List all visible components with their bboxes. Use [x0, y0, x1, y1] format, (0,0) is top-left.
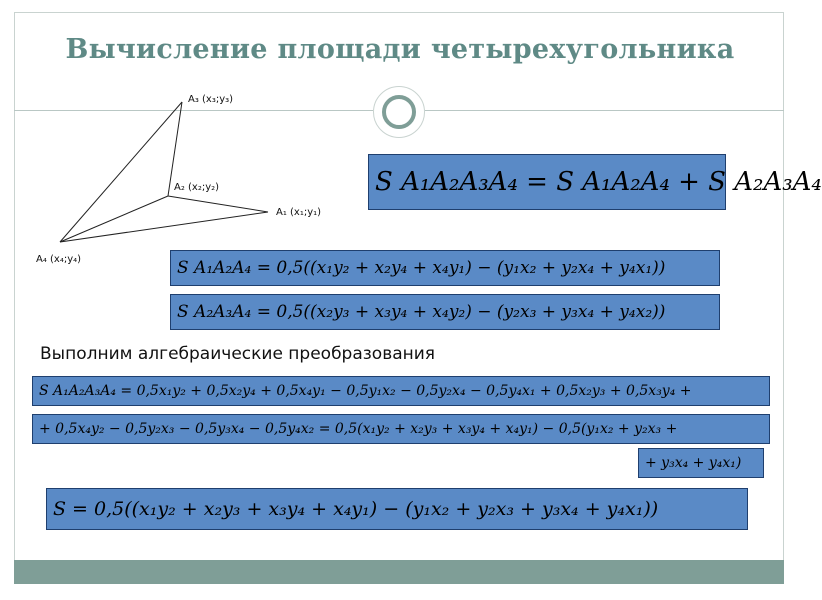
point-label-a2: A₂ (x₂;y₂) [174, 182, 220, 193]
formula-triangle-1: S A₁A₂A₄ = 0,5((x₁y₂ + x₂y₄ + x₄y₁) − (y₁x₂ + y₂x₄ + y₄x₁)) [170, 250, 720, 286]
footer-band [14, 560, 784, 584]
formula-expansion-line-2: + 0,5x₄y₂ − 0,5y₂x₃ − 0,5y₃x₄ − 0,5y₄x₂ = 0,5(x₁y₂ + x₂y₃ + x₃y₄ + x₄y₁) − 0,5(y₁x₂ + y₂x₃ + [32, 414, 770, 444]
slide-title: Вычисление площади четырехугольника [65, 34, 735, 65]
point-label-a4: A₄ (x₄;y₄) [36, 254, 82, 265]
formula-total-area: S A₁A₂A₃A₄ = S A₁A₂A₄ + S A₂A₃A₄ [368, 154, 726, 210]
point-label-a3: A₃ (x₃;y₃) [188, 94, 234, 105]
formula-expansion-line-1: S A₁A₂A₃A₄ = 0,5x₁y₂ + 0,5x₂y₄ + 0,5x₄y₁ − 0,5y₁x₂ − 0,5y₂x₄ − 0,5y₄x₁ + 0,5x₂y₃ + 0,5x₃y₄ + [32, 376, 770, 406]
edge-a1-a4 [60, 212, 268, 242]
transform-caption: Выполним алгебраические преобразования [40, 344, 436, 364]
edge-a3-a4 [60, 102, 182, 242]
formula-expansion-line-3: + y₃x₄ + y₄x₁) [638, 448, 764, 478]
edge-a2-a4 [60, 196, 168, 242]
edge-a2-a1 [168, 196, 268, 212]
formula-result: S = 0,5((x₁y₂ + x₂y₃ + x₃y₄ + x₄y₁) − (y₁x₂ + y₂x₃ + y₃x₄ + y₄x₁)) [46, 488, 748, 530]
point-label-a1: A₁ (x₁;y₁) [276, 207, 322, 218]
formula-triangle-2: S A₂A₃A₄ = 0,5((x₂y₃ + x₃y₄ + x₄y₂) − (y₂x₃ + y₃x₄ + y₄x₂)) [170, 294, 720, 330]
